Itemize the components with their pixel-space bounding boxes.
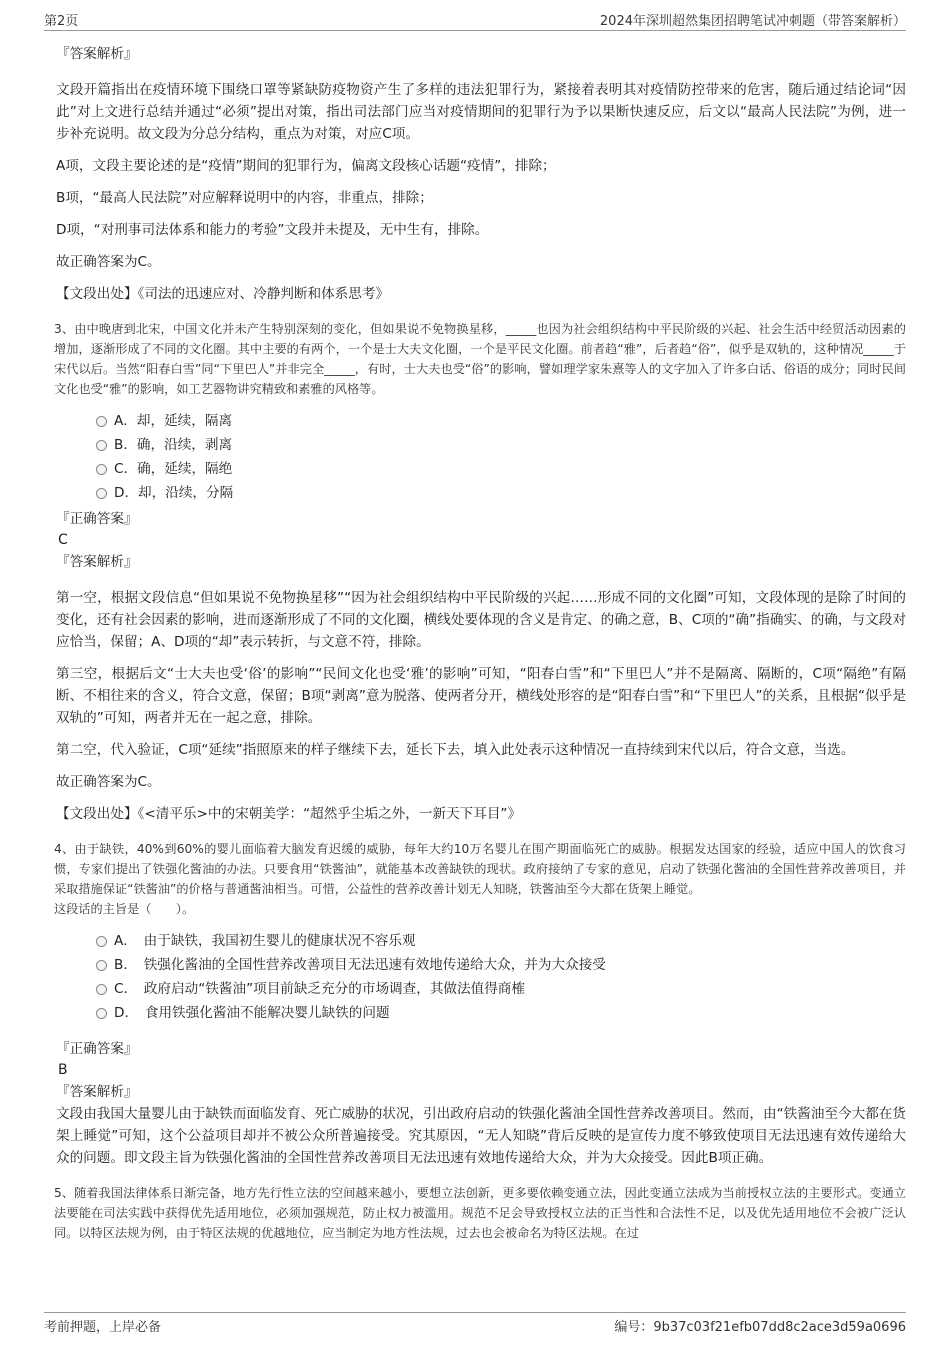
radio-icon[interactable]	[96, 1008, 107, 1019]
radio-icon[interactable]	[96, 960, 107, 971]
footer-slogan: 考前押题，上岸必备	[44, 1320, 162, 1335]
option-a[interactable]	[96, 409, 906, 433]
question-3-options	[96, 409, 906, 505]
document-id: 编号：9b37c03f21efb07dd8c2ace3d59a0696	[614, 1320, 906, 1335]
option-label: C． 政府启动“铁酱油”项目前缺乏充分的市场调查，其做法值得商榷	[114, 981, 525, 997]
analysis-paragraph: 第三空，根据后文“士大夫也受‘俗’的影响”“民间文化也受‘雅’的影响”可知，“阳春白雪”和“下里巴人”并不是隔离、隔断的，C项“隔绝”有隔断、不相往来的含义，符合文意，保留；B项“剥离”意为脱落、使两者分开，横线处形容的是“阳春白雪”和“下里巴人”的关系，且根据“似乎是双轨的”可知，两者并无在一起之意，排除。	[56, 666, 906, 726]
analysis-label: 『答案解析』	[56, 554, 138, 570]
analysis-paragraph: 第二空，代入验证，C项“延续”指照原来的样子继续下去，延长下去，填入此处表示这种情况一直持续到宋代以后，符合文意，当选。	[56, 742, 855, 758]
question-5-text: 5、随着我国法律体系日渐完备，地方先行性立法的空间越来越小，要想立法创新，更多要依赖变通立法，因此变通立法成为当前授权立法的主要形式。变通立法要能在司法实践中获得优先适用地位，必须加强规范，防止权力被滥用。规范不足会导致授权立法的正当性和合法性不足，以及优先适用地位不会被广泛认同。以特区法规为例，由于特区法规的优越地位，应当制定为地方性法规，过去也会被命名为特区法规。在过	[54, 1186, 906, 1240]
radio-icon[interactable]	[96, 936, 107, 947]
page-header	[44, 10, 906, 31]
correct-answer-label: 『正确答案』	[56, 511, 138, 527]
option-label: B． 铁强化酱油的全国性营养改善项目无法迅速有效地传递给大众，并为大众接受	[114, 957, 606, 973]
radio-icon[interactable]	[96, 488, 107, 499]
question-4-options	[96, 929, 906, 1025]
analysis-paragraph: 文段由我国大量婴儿由于缺铁而面临发育、死亡威胁的状况，引出政府启动的铁强化酱油全国性营养改善项目。然而，由“铁酱油至今大都在货架上睡觉”可知，这个公益项目却并不被公众所普遍接受。究其原因，“无人知晓”背后反映的是宣传力度不够致使项目无法迅速有效传递给大众的问题。即文段主旨为铁强化酱油的全国性营养改善项目无法迅速有效地传递给大众，并为大众接受。因此B项正确。	[56, 1106, 906, 1166]
page-content	[56, 44, 906, 1253]
option-c[interactable]	[96, 457, 906, 481]
option-d[interactable]	[96, 481, 906, 505]
page-footer	[44, 1312, 906, 1336]
option-label: A．却，延续，隔离	[114, 413, 233, 429]
analysis-paragraph: 第一空，根据文段信息“但如果说不免物换星移”“因为社会组织结构中平民阶级的兴起……形成不同的文化圈”可知，文段体现的是除了时间的变化，还有社会因素的影响，进而逐渐形成了不同的文化圈，横线处要体现的含义是肯定、的确之意，B、C项的“确”指确实、的确，与文段对应恰当，保留；A、D项的“却”表示转折，与文意不符，排除。	[56, 590, 906, 650]
page-number: 第2页	[44, 14, 79, 29]
analysis-label: 『答案解析』	[56, 46, 138, 62]
radio-icon[interactable]	[96, 464, 107, 475]
option-label: D．却，沿续，分隔	[114, 485, 234, 501]
option-label: A． 由于缺铁，我国初生婴儿的健康状况不容乐观	[114, 933, 416, 949]
option-b[interactable]	[96, 433, 906, 457]
analysis-paragraph: D项，“对刑事司法体系和能力的考验”文段并未提及，无中生有，排除。	[56, 222, 489, 238]
analysis-paragraph: B项，“最高人民法院”对应解释说明中的内容，非重点，排除；	[56, 190, 433, 206]
option-b[interactable]	[96, 953, 906, 977]
analysis-label: 『答案解析』	[56, 1084, 138, 1100]
analysis-conclusion: 故正确答案为C。	[56, 774, 161, 790]
radio-icon[interactable]	[96, 440, 107, 451]
source-citation: 【文段出处】《司法的迅速应对、冷静判断和体系思考》	[56, 286, 390, 302]
question-3-text: 3、由中晚唐到北宋，中国文化并未产生特别深刻的变化，但如果说不免物换星移，_____也因为社会组织结构中平民阶级的兴起、社会生活中经贸活动因素的增加，逐渐形成了不同的文化圈。其中主要的有两个，一个是士大夫文化圈，一个是平民文化圈。前者趋“雅”，后者趋“俗”，似乎是双轨的，这种情况_____于宋代以后。当然“阳春白雪”同“下里巴人”并非完全_____，有时，士大夫也受“俗”的影响，譬如理学家朱熹等人的文字加入了许多白话、俗语的成分；同时民间文化也受“雅”的影响，如工艺器物讲究精致和素雅的风格等。	[54, 322, 906, 396]
question-4-prompt: 这段话的主旨是（ ）。	[54, 902, 195, 916]
question-4-text: 4、由于缺铁，40%到60%的婴儿面临着大脑发育迟缓的威胁，每年大约10万名婴儿在围产期面临死亡的威胁。根据发达国家的经验，适应中国人的饮食习惯，专家们提出了铁强化酱油的办法。只要食用“铁酱油”，就能基本改善缺铁的现状。政府接纳了专家的意见，启动了铁强化酱油的全国性营养改善项目，并采取措施保证“铁酱油”的价格与普通酱油相当。可惜，公益性的营养改善计划无人知晓，铁酱油至今大都在货架上睡觉。	[54, 842, 906, 896]
correct-answer: B	[58, 1062, 68, 1078]
correct-answer: C	[58, 532, 68, 548]
analysis-paragraph: A项，文段主要论述的是“疫情”期间的犯罪行为，偏离文段核心话题“疫情”，排除；	[56, 158, 556, 174]
radio-icon[interactable]	[96, 416, 107, 427]
correct-answer-label: 『正确答案』	[56, 1041, 138, 1057]
source-citation: 【文段出处】《<清平乐>中的宋朝美学：“超然乎尘垢之外，一新天下耳目”》	[56, 806, 522, 822]
option-label: C．确，延续，隔绝	[114, 461, 233, 477]
option-d[interactable]	[96, 1001, 906, 1025]
option-c[interactable]	[96, 977, 906, 1001]
option-a[interactable]	[96, 929, 906, 953]
option-label: B．确，沿续，剥离	[114, 437, 233, 453]
radio-icon[interactable]	[96, 984, 107, 995]
analysis-conclusion: 故正确答案为C。	[56, 254, 161, 270]
analysis-paragraph: 文段开篇指出在疫情环境下围绕口罩等紧缺防疫物资产生了多样的违法犯罪行为，紧接着表明其对疫情防控带来的危害，随后通过结论词“因此”对上文进行总结并通过“必须”提出对策，指出司法部门应当对疫情期间的犯罪行为予以果断快速反应，后文以“最高人民法院”为例，进一步补充说明。故文段为分总分结构，重点为对策，对应C项。	[56, 82, 906, 142]
option-label: D． 食用铁强化酱油不能解决婴儿缺铁的问题	[114, 1005, 390, 1021]
document-title: 2024年深圳超然集团招聘笔试冲刺题（带答案解析）	[599, 14, 906, 29]
